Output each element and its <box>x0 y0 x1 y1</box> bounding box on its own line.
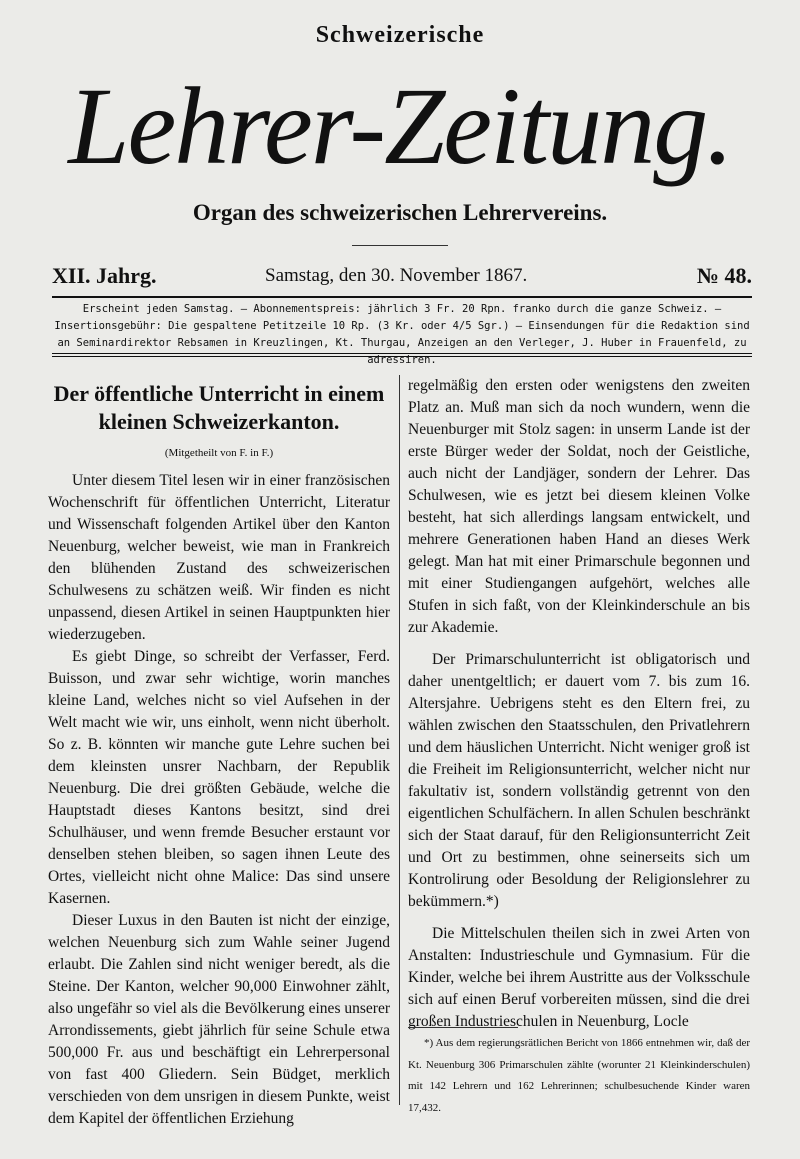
right-column <box>408 375 750 1043</box>
footnote-rule <box>408 1027 518 1028</box>
left-column <box>48 375 390 1130</box>
masthead-kicker: Schweizerische <box>315 22 485 48</box>
issue-date: Samstag, den 30. November 1867. <box>265 265 528 286</box>
double-rule <box>52 353 752 359</box>
subscription-info: Erscheint jeden Samstag. — Abonnementspreis: jährlich 3 Fr. 20 Rpn. franko durch die ganze Schweiz. — Insertionsgebühr: Die gespaltene Petitzeile 10 Rp. (3 Kr. oder 4/5 Sgr.) — Einsendungen für die Redaktion sind an Seminardirektor Rebsamen in Kreuzlingen, Kt. Thurgau, Anzeigen an den Verleger, J. Huber in Frauenfeld, zu adressiren. <box>54 303 750 366</box>
ornament-rule <box>352 245 448 247</box>
paragraph: Es giebt Dinge, so schreibt der Verfasser, Ferd. Buisson, und zwar sehr wichtige, worin manches kleine Land, welches nicht so viel Aufsehen in der Welt macht wie wir, uns einholt, wenn nicht überholt. So z. B. könnten wir manche gute Lehre suchen bei dem kleinsten unsrer Nachbarn, der Republik Neuenburg. Die drei größten Gebäude, welche die Hauptstadt dieses Kantons besitzt, sind drei Schulhäuser, und wenn fremde Besucher erstaunt vor denselben stehen bleiben, so sagen ihnen Leute des Ortes, vielleicht nicht ohne Malice: Das sind unsere Kasernen. <box>48 648 390 907</box>
masthead-title: Lehrer-Zeitung. <box>68 65 732 187</box>
footnote: *) Aus dem regierungsrätlichen Bericht von 1866 entnehmen wir, daß der Kt. Neuenburg 306 Primarschulen zählte (worunter 21 Kleinkinderschulen) mit 142 Lehrern und 162 Lehrerinnen; schulbesuchende Kinder waren 17,432. <box>408 1037 750 1114</box>
paragraph: Unter diesem Titel lesen wir in einer französischen Wochenschrift für öffentlichen Unterricht, Literatur und Wissenschaft folgenden Artikel über den Kanton Neuenburg, welcher beweist, wie man in Frankreich den blühenden Zustand des schweizerischen Schulwesens zu schätzen weiß. Wir finden es nicht unpassend, diesen Artikel in seinen Hauptpunkten hier wiederzugeben. <box>48 472 390 643</box>
paragraph: regelmäßig den ersten oder wenigstens den zweiten Platz an. Muß man sich da noch wundern, wenn die Neuenburger mit Stolz sagen: in unserm Lande ist der erste Bürger weder der Soldat, noch der Geistliche, auch nicht der Landjäger, sondern der Lehrer. Das Schulwesen, wie es jetzt bei diesem kleinen Volke besteht, hat sich allerdings langsam entwickelt, und mehrere Generationen haben Hand an dieses Werk gelegt. Man hat mit einer Primarschule begonnen und mit einer Studiengangen aufgehört, welches alle Stufen in sich faßt, von der Kleinkinderschule an bis zur Akademie. <box>408 377 750 636</box>
issue-number: № 48. <box>696 263 752 288</box>
paragraph: Der Primarschulunterricht ist obligatorisch und daher unentgeltlich; er dauert vom 7. bis zum 16. Altersjahre. Uebrigens steht es den Eltern frei, zu wählen zwischen den Staatsschulen, den Privatlehrern und dem häuslichen Unterricht. Nicht weniger groß ist die Freiheit im Religionsunterricht, welcher nicht nur fakultativ ist, sondern vollständig getrennt von den eigentlichen Schulfächern. In allen Schulen beschränkt sich der Staat darauf, für den Religionsunterricht Zeit und Ort zu bestimmen, ohne seinerseits sich um Kontrolirung oder Besoldung der Religionslehrer zu bekümmern.*) <box>408 651 750 910</box>
column-divider <box>399 375 400 1105</box>
dateline <box>52 263 752 295</box>
paragraph: Dieser Luxus in den Bauten ist nicht der einzige, welchen Neuenburg sich zum Wahle seiner Jugend erlaubt. Die Zahlen sind nicht weniger beredt, als die Steine. Der Kanton, welcher 90,000 Einwohner zählt, also ungefähr so viel als die Bevölkerung eines unserer Arrondissements, giebt jährlich für seine Schule etwa 500,000 Fr. aus und beschäftigt ein Lehrerpersonal von fast 400 Gliedern. Sein Büdget, merklich verschieden von dem unsrigen in diesem Punkte, weist dem Kapitel der öffentlichen Erziehung <box>48 912 390 1127</box>
article-title: Der öffentliche Unterricht in einem kleinen Schweizerkanton. <box>53 381 385 434</box>
paragraph: Die Mittelschulen theilen sich in zwei Arten von Anstalten: Industrieschule und Gymnasium. Für die Kinder, welche bei ihrem Austritte aus der Volksschule sich auf einen Beruf vorbereiten müssen, sind die drei großen Industrieschulen in Neuenburg, Locle <box>408 925 750 1030</box>
masthead-subtitle: Organ des schweizerischen Lehrervereins. <box>192 200 608 225</box>
top-rule <box>52 296 752 298</box>
volume-year: XII. Jahrg. <box>52 263 157 288</box>
article-byline: (Mitgetheilt von F. in F.) <box>164 447 274 459</box>
